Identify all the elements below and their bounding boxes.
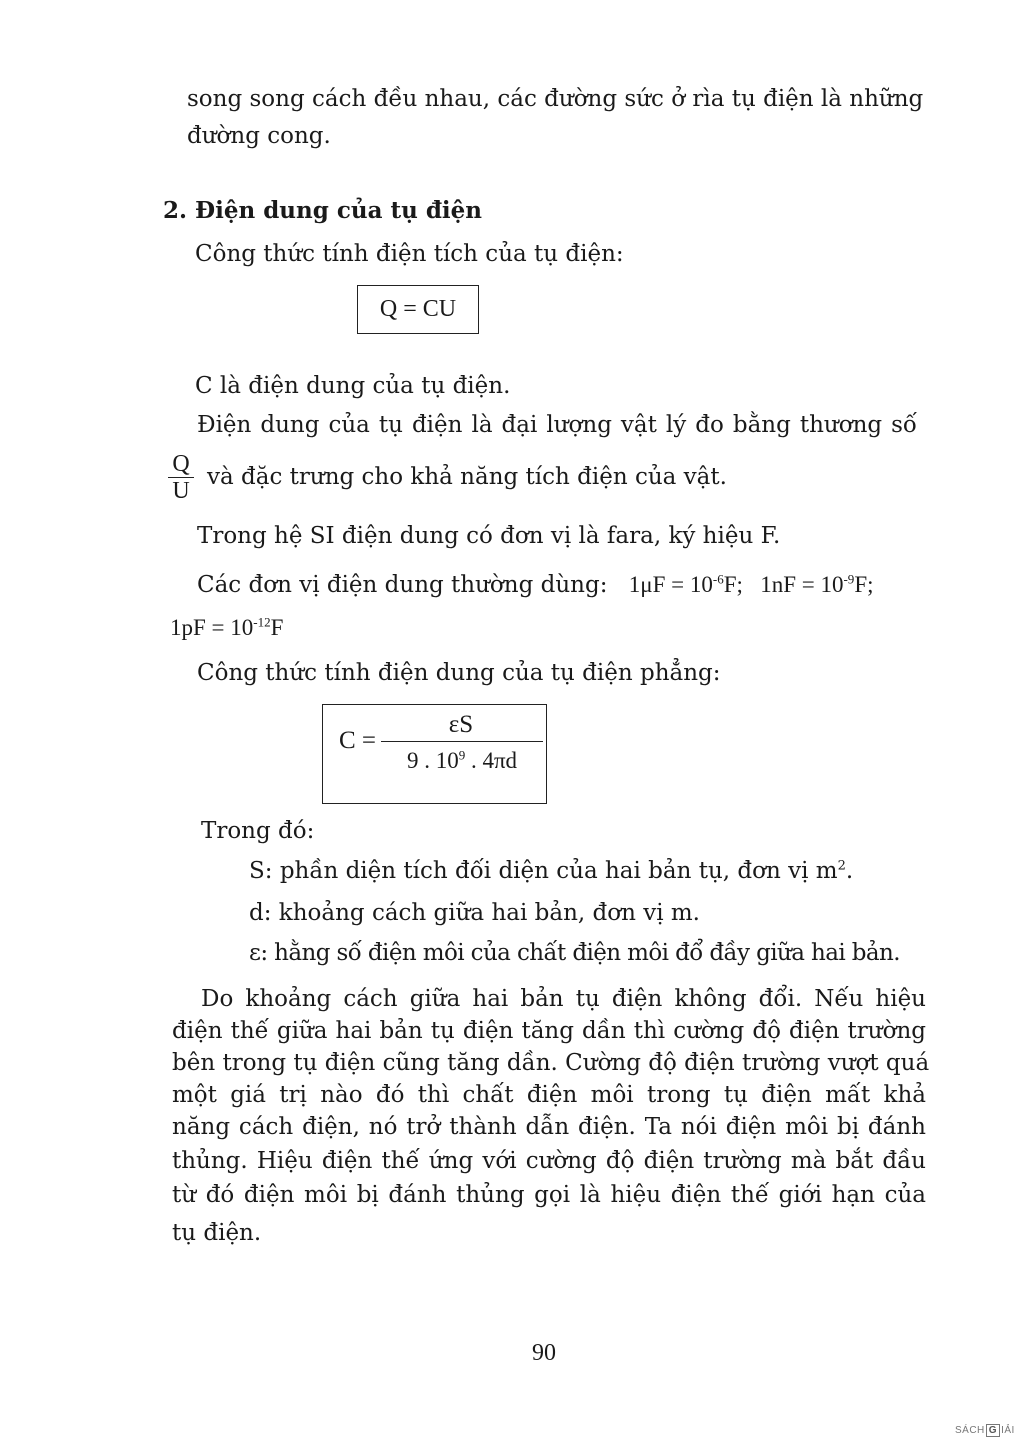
charge-formula-box xyxy=(357,285,479,334)
breakdown-line-7: từ đó điện môi bị đánh thủng gọi là hiệu điện thế giới hạn của xyxy=(172,1182,926,1208)
breakdown-line-4: một giá trị nào đó thì chất điện môi trong tụ điện mất khả xyxy=(172,1082,926,1108)
page-number: 90 xyxy=(532,1340,556,1366)
intro-line-2: đường cong. xyxy=(187,123,331,149)
q-over-u-fraction xyxy=(168,451,194,504)
def-epsilon: ε: hằng số điện môi của chất điện môi đổ đầy giữa hai bản. xyxy=(249,940,900,966)
section-title: 2. Điện dung của tụ điện xyxy=(163,197,483,224)
unit-microfarad: $1\mu F = 10^{-6}F$; xyxy=(628,571,743,597)
where-label: Trong đó: xyxy=(201,818,315,844)
fraction-numerator: Q xyxy=(172,451,190,477)
plate-formula-numerator: εS xyxy=(448,711,474,738)
plate-formula-lhs: C = xyxy=(339,727,377,754)
fraction-denominator: U xyxy=(172,478,190,504)
common-units-prefix: Các đơn vị điện dung thường dùng: xyxy=(197,572,608,598)
breakdown-line-6: thủng. Hiệu điện thế ứng với cường độ điện trường mà bắt đầu xyxy=(172,1148,926,1174)
si-unit-text: Trong hệ SI điện dung có đơn vị là fara, ký hiệu F. xyxy=(197,523,781,549)
breakdown-line-3: bên trong tụ điện cũng tăng dần. Cường độ điện trường vượt quá xyxy=(172,1050,930,1076)
c-definition: C là điện dung của tụ điện. xyxy=(195,373,511,399)
breakdown-line-2: điện thế giữa hai bản tụ điện tăng dần thì cường độ điện trường xyxy=(172,1018,926,1044)
charge-formula-intro: Công thức tính điện tích của tụ điện: xyxy=(195,241,624,267)
plate-formula-denominator: 9 . $10^9$ . 4πd xyxy=(406,747,518,773)
plate-formula-intro: Công thức tính điện dung của tụ điện phẳng: xyxy=(197,660,721,686)
unit-nanofarad: $1nF = 10^{-9}F$; xyxy=(760,571,874,597)
plate-formula-box xyxy=(322,704,547,804)
def-s: S: phần diện tích đối diện của hai bản tụ, đơn vị $m^2$. xyxy=(249,858,854,884)
breakdown-line-1: Do khoảng cách giữa hai bản tụ điện không đổi. Nếu hiệu xyxy=(201,986,926,1012)
charge-formula: Q = CU xyxy=(379,296,457,322)
breakdown-line-5: năng cách điện, nó trở thành dẫn điện. Ta nói điện môi bị đánh xyxy=(172,1114,926,1140)
brand-logo: SÁCH G IẢI xyxy=(955,1425,1015,1436)
unit-picofarad: $1pF = 10^{-12}F$ xyxy=(170,614,284,640)
intro-line-1: song song cách đều nhau, các đường sức ở rìa tụ điện là những xyxy=(187,86,924,112)
def-d: d: khoảng cách giữa hai bản, đơn vị m. xyxy=(249,900,700,926)
breakdown-line-8: tụ điện. xyxy=(172,1220,262,1246)
capacitance-def-line-2: và đặc trưng cho khả năng tích điện của vật. xyxy=(207,464,727,490)
common-units-line-1 xyxy=(197,570,874,600)
plate-formula-bar xyxy=(381,741,543,742)
capacitance-def-line-1: Điện dung của tụ điện là đại lượng vật lý đo bằng thương số xyxy=(197,412,917,438)
